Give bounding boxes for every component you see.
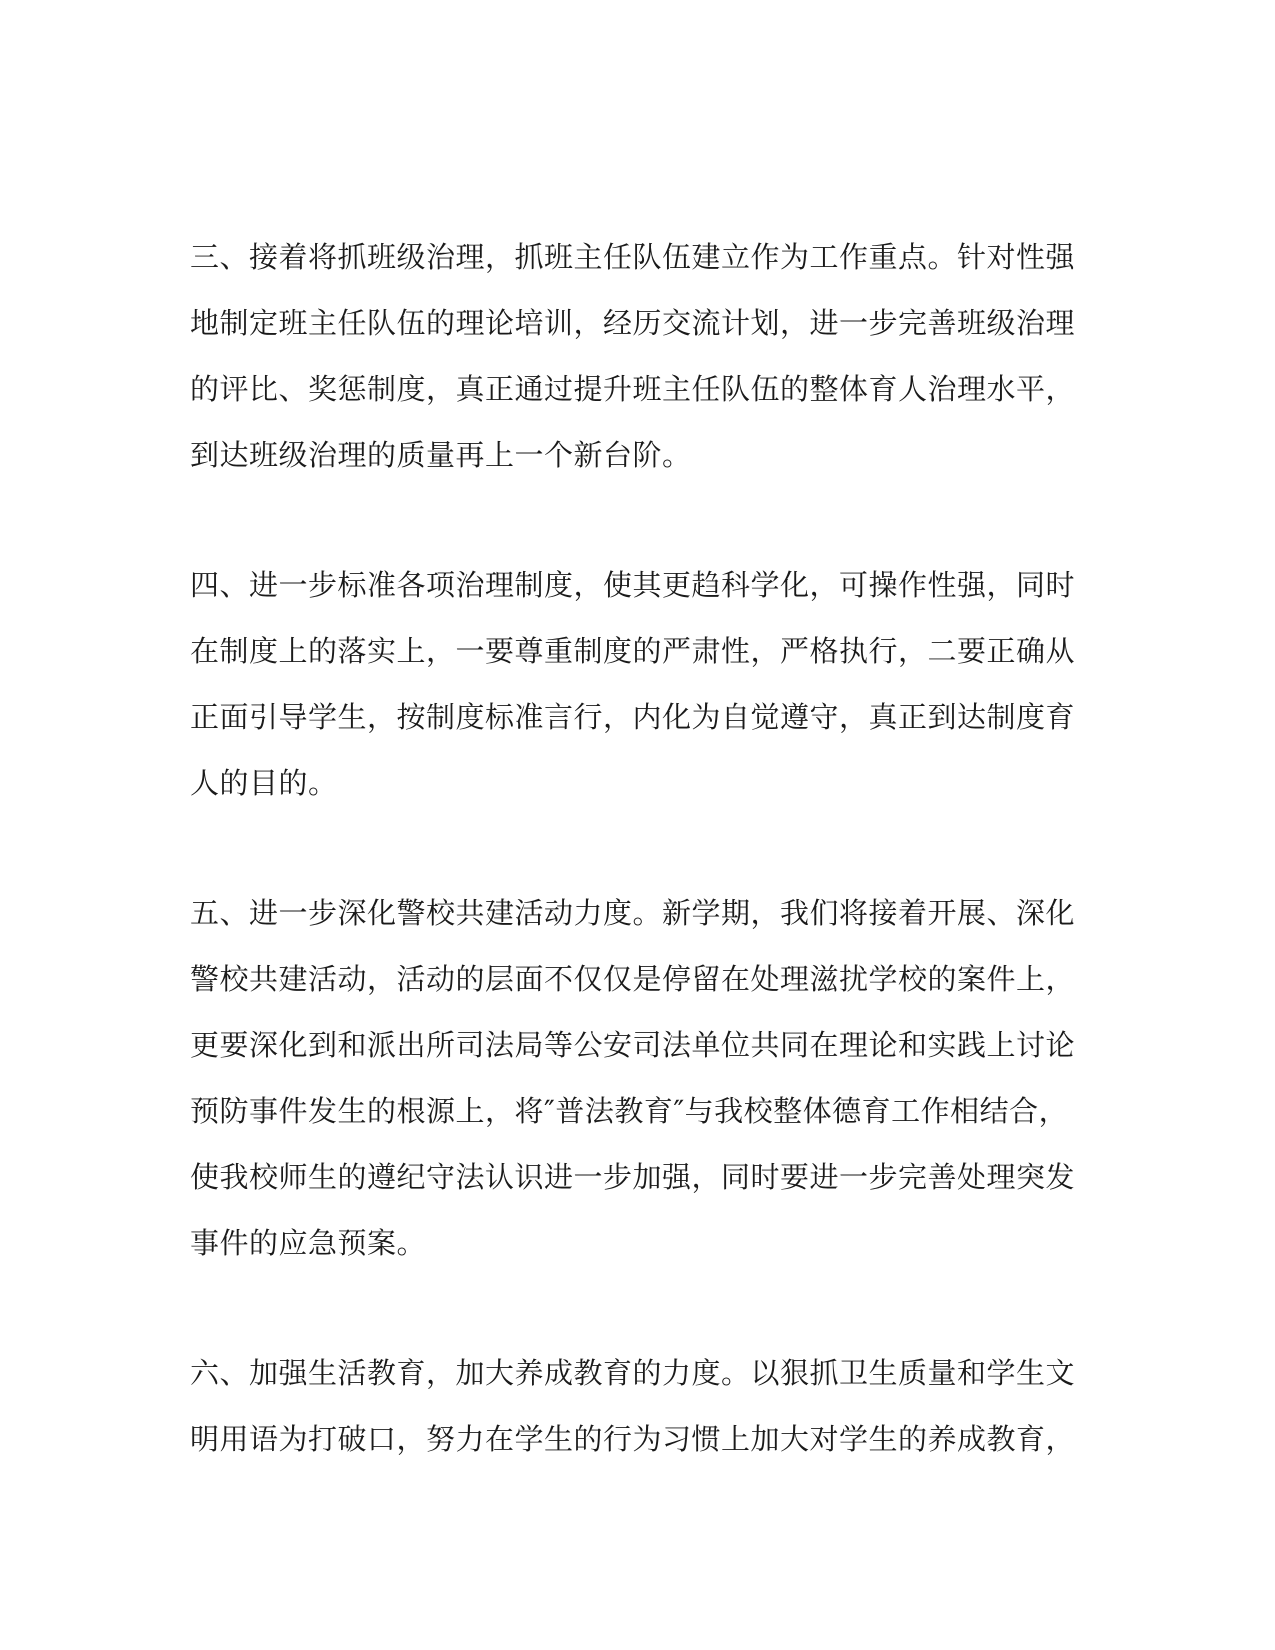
paragraph-line: 五、进一步深化警校共建活动力度。新学期，我们将接着开展、深化 [190,896,1076,930]
paragraph-line: 的评比、奖惩制度，真正通过提升班主任队伍的整体育人治理水平， [190,372,1076,406]
paragraph-section-3 [190,224,1076,488]
paragraph-line: 使我校师生的遵纪守法认识进一步加强，同时要进一步完善处理突发 [190,1160,1076,1194]
paragraph-line: 人的目的。 [190,766,338,800]
paragraph-line: 警校共建活动，活动的层面不仅仅是停留在处理滋扰学校的案件上， [190,962,1076,996]
paragraph-line: 六、加强生活教育，加大养成教育的力度。以狠抓卫生质量和学生文 [190,1356,1076,1390]
paragraph-line: 明用语为打破口，努力在学生的行为习惯上加大对学生的养成教育， [190,1422,1076,1456]
paragraph-line: 地制定班主任队伍的理论培训，经历交流计划，进一步完善班级治理 [190,306,1076,340]
paragraph-section-4 [190,552,1076,816]
paragraph-line: 四、进一步标准各项治理制度，使其更趋科学化，可操作性强，同时 [190,568,1076,602]
paragraph-section-6 [190,1340,1076,1472]
paragraph-line: 三、接着将抓班级治理，抓班主任队伍建立作为工作重点。针对性强 [190,240,1076,274]
paragraph-line: 到达班级治理的质量再上一个新台阶。 [190,438,692,472]
paragraph-section-5 [190,880,1076,1276]
paragraph-line: 更要深化到和派出所司法局等公安司法单位共同在理论和实践上讨论 [190,1028,1076,1062]
paragraph-line: 事件的应急预案。 [190,1226,427,1260]
paragraph-line: 正面引导学生，按制度标准言行，内化为自觉遵守，真正到达制度育 [190,700,1076,734]
paragraph-line: 在制度上的落实上，一要尊重制度的严肃性，严格执行，二要正确从 [190,634,1076,668]
paragraph-line: 预防事件发生的根源上，将″普法教育″与我校整体德育工作相结合， [190,1094,1069,1128]
